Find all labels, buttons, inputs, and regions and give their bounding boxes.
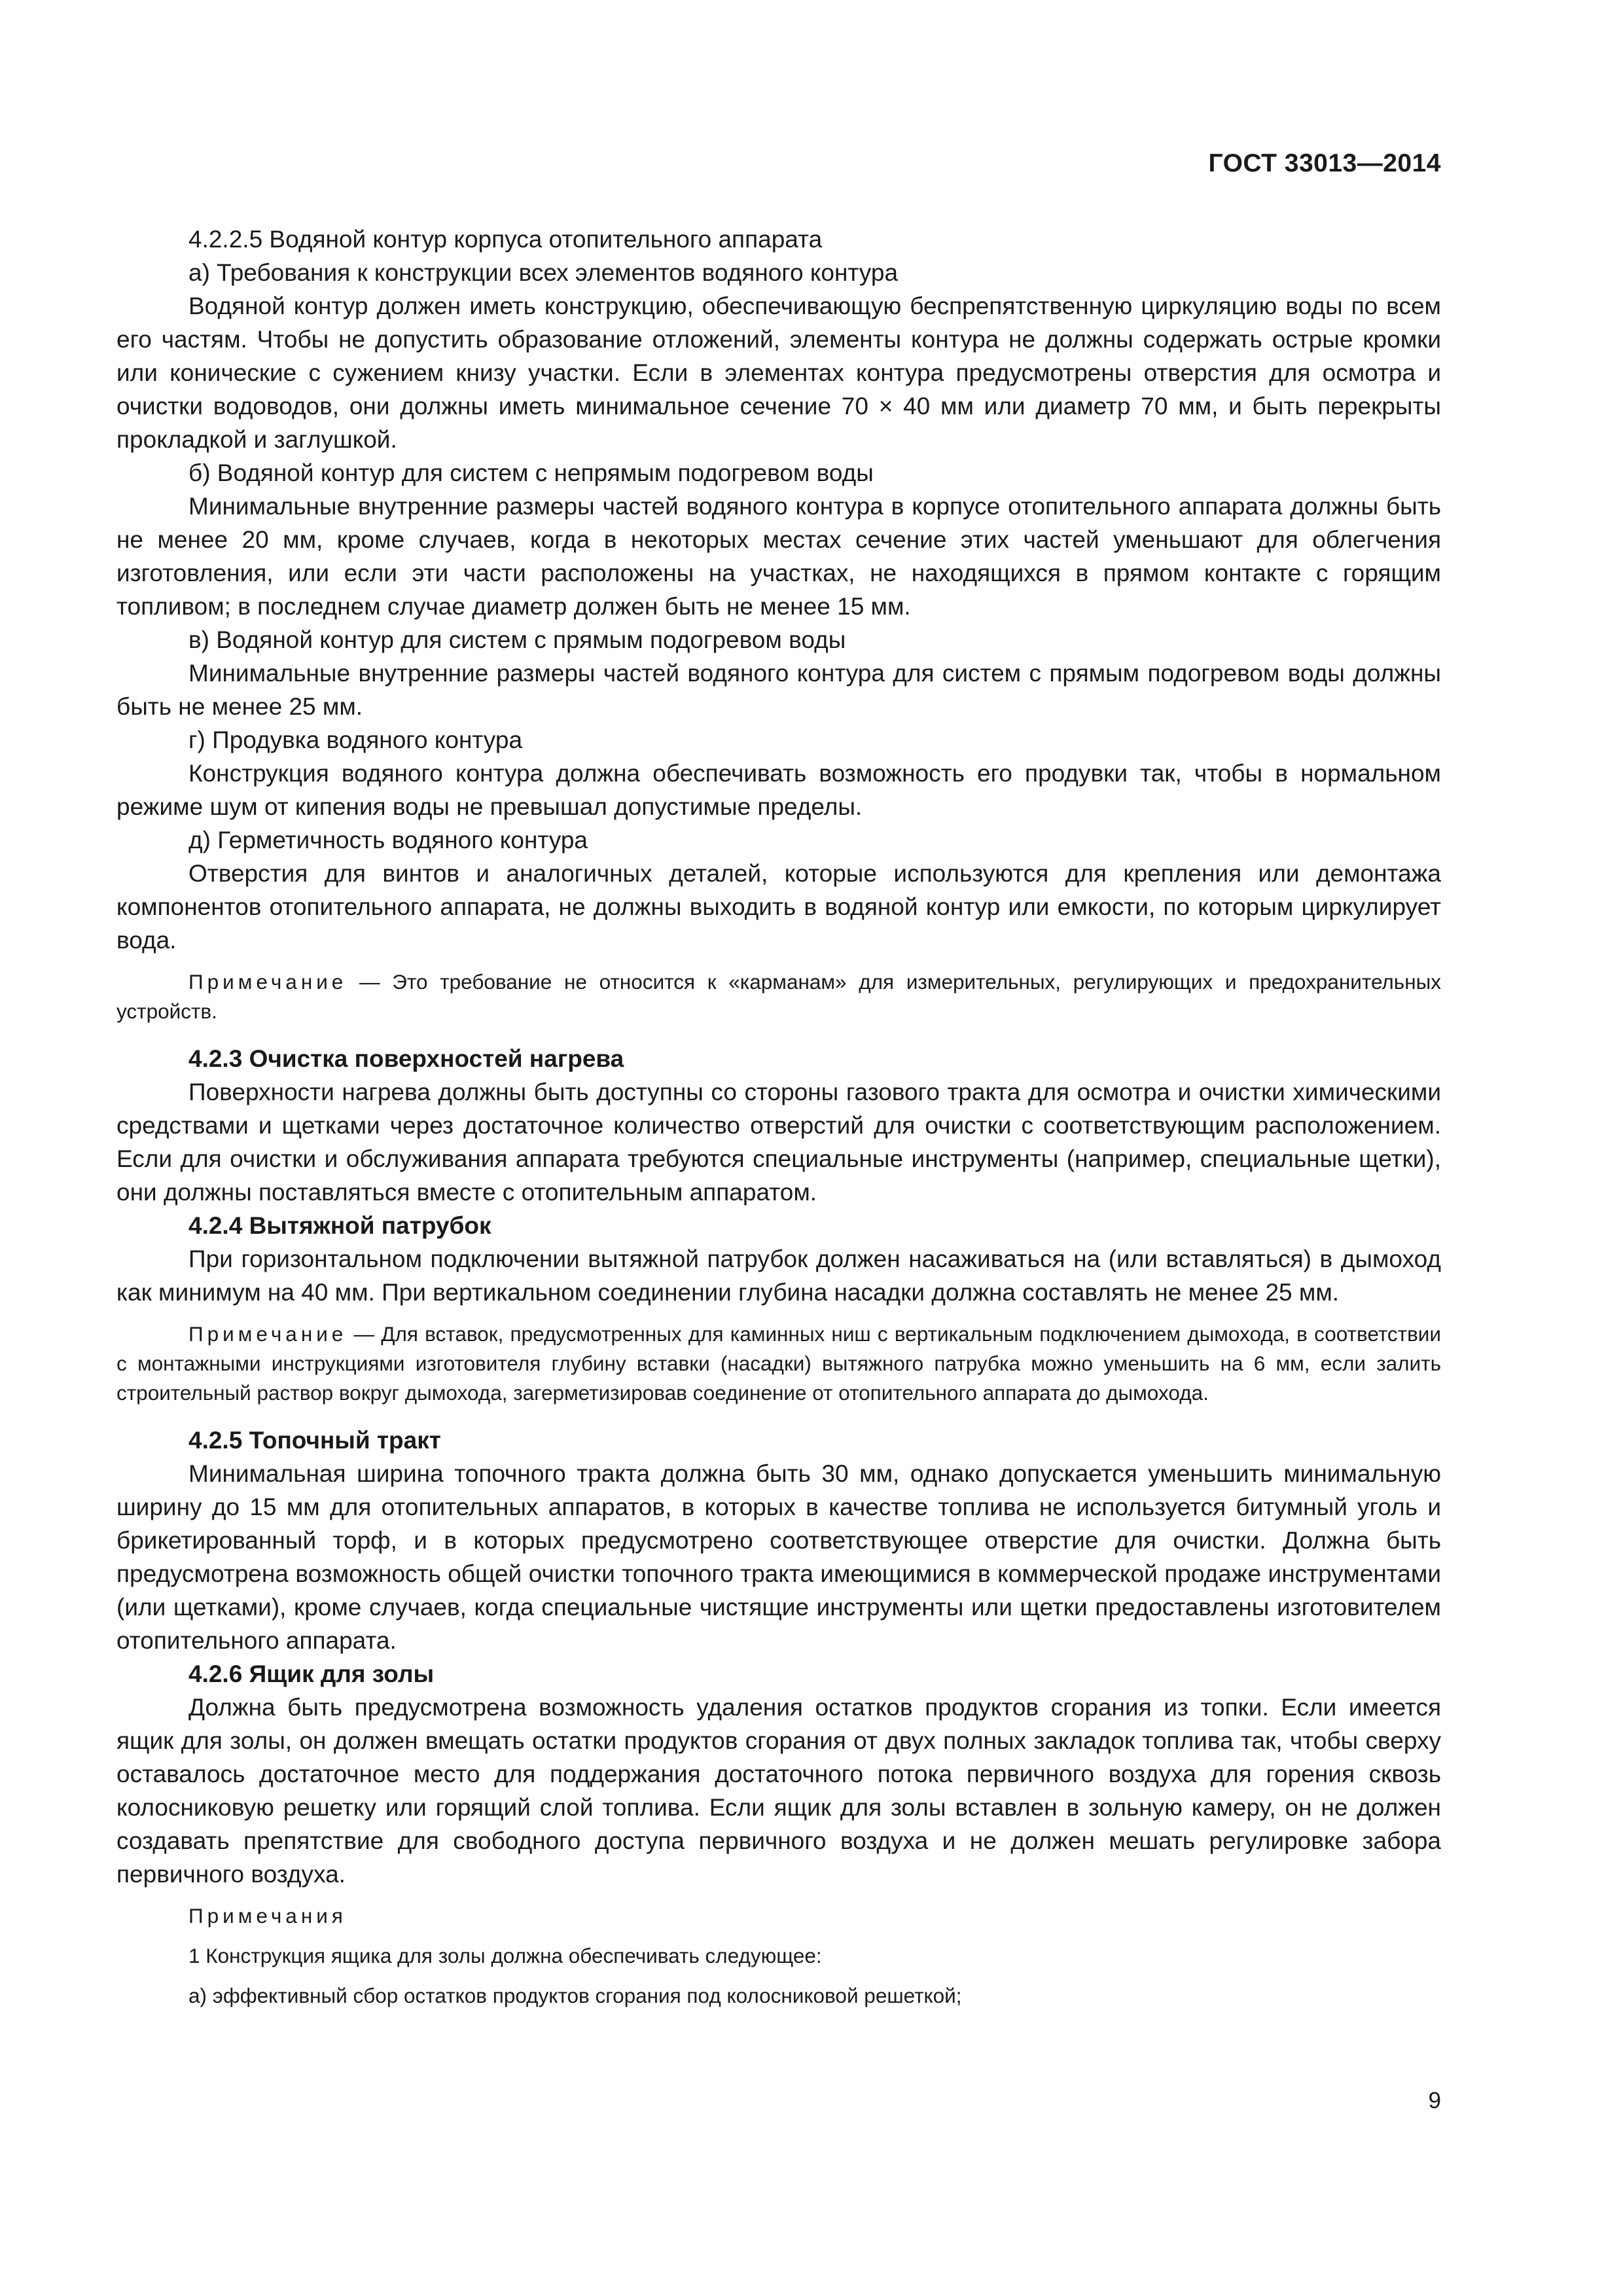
notes-3-item-2: а) эффективный сбор остатков продуктов сгорания под колосниковой решеткой; — [188, 1984, 962, 2007]
page-number: 9 — [1428, 2088, 1441, 2113]
notes-3-item-1: 1 Конструкция ящика для золы должна обеспечивать следующее: — [188, 1944, 822, 1967]
section-423-title: 4.2.3 Очистка поверхностей нагрева — [188, 1045, 624, 1072]
item-a-text: Водяной контур должен иметь конструкцию, обеспечивающую беспрепятственную циркуляцию воды по всем его частям. Чтобы не допустить образование отложений, элементы контура не должны содержать острые кромки или конические с сужением книзу участки. Если в элементах контура предусмотрены отверстия для осмотра и очистки водоводов, они должны иметь минимальное сечение 70 × 40 мм или диаметр 70 мм, и быть перекрыты прокладкой и заглушкой. — [116, 293, 1441, 453]
section-424-text: При горизонтальном подключении вытяжной патрубок должен насаживаться на (или вставляться) в дымоход как минимум на 40 мм. При вертикальном соединении глубина насадки должна составлять не менее 25 мм. — [116, 1246, 1441, 1306]
item-d-title: д) Герметичность водяного контура — [188, 827, 588, 853]
section-424-title: 4.2.4 Вытяжной патрубок — [188, 1212, 491, 1239]
note-1-text: — Это требование не относится к «карманам» для измерительных, регулирующих и предохранительных устройств. — [116, 970, 1441, 1023]
section-425-text: Минимальная ширина топочного тракта должна быть 30 мм, однако допускается уменьшить минимальную ширину до 15 мм для отопительных аппаратов, в которых в качестве топлива не используется битумный уголь и брикетированный торф, и в которых предусмотрено соответствующее отверстие для очистки. Должна быть предусмотрена возможность общей очистки топочного тракта имеющимися в коммерческой продаже инструментами (или щетками), кроме случаев, когда специальные чистящие инструменты или щетки предоставлены изготовителем отопительного аппарата. — [116, 1460, 1441, 1654]
item-g-title: г) Продувка водяного контура — [188, 726, 523, 753]
section-425-title: 4.2.5 Топочный тракт — [188, 1427, 441, 1454]
standard-designation: ГОСТ 33013—2014 — [1208, 149, 1441, 177]
document-body — [116, 223, 1441, 2021]
item-v-text: Минимальные внутренние размеры частей водяного контура для систем с прямым подогревом воды должны быть не менее 25 мм. — [116, 660, 1441, 720]
item-b-title: б) Водяной контур для систем с непрямым подогревом воды — [188, 459, 874, 486]
section-4225-title: 4.2.2.5 Водяной контур корпуса отопительного аппарата — [188, 226, 823, 253]
note-1 — [116, 967, 1441, 1026]
item-b-text: Минимальные внутренние размеры частей водяного контура в корпусе отопительного аппарата должны быть не менее 20 мм, кроме случаев, когда в некоторых местах сечение этих частей уменьшают для облегчения изготовления, или если эти части расположены на участках, не находящихся в прямом контакте с горящим топливом; в последнем случае диаметр должен быть не менее 15 мм. — [116, 493, 1441, 620]
item-d-text: Отверстия для винтов и аналогичных деталей, которые используются для крепления или демонтажа компонентов отопительного аппарата, не должны выходить в водяной контур или емкости, по которым циркулирует вода. — [116, 860, 1441, 954]
notes-3 — [116, 1901, 1441, 2011]
section-426-title: 4.2.6 Ящик для золы — [188, 1660, 435, 1687]
note-2-text: — Для вставок, предусмотренных для каминных ниш с вертикальным подключением дымохода, в соответствии с монтажными инструкциями изготовителя глубину вставки (насадки) вытяжного патрубка можно уменьшить на 6 мм, если залить строительный раствор вокруг дымохода, загерметизировав соединение от отопительного аппарата до дымохода. — [116, 1322, 1441, 1405]
note-1-label: Примечание — [188, 970, 348, 994]
item-v-title: в) Водяной контур для систем с прямым подогревом воды — [188, 626, 846, 653]
note-2-label: Примечание — [188, 1322, 348, 1346]
section-423-text: Поверхности нагрева должны быть доступны со стороны газового тракта для осмотра и очистки химическими средствами и щетками через достаточное количество отверстий для очистки с соответствующим расположением. Если для очистки и обслуживания аппарата требуются специальные инструменты (например, специальные щетки), они должны поставляться вместе с отопительным аппаратом. — [116, 1079, 1441, 1206]
item-a-title: а) Требования к конструкции всех элементов водяного контура — [188, 259, 899, 286]
item-g-text: Конструкция водяного контура должна обеспечивать возможность его продувки так, чтобы в нормальном режиме шум от кипения воды не превышал допустимые пределы. — [116, 760, 1441, 820]
notes-3-label: Примечания — [188, 1904, 347, 1928]
section-426-text: Должна быть предусмотрена возможность удаления остатков продуктов сгорания из топки. Если имеется ящик для золы, он должен вмещать остатки продуктов сгорания от двух полных закладок топлива так, чтобы сверху оставалось достаточное место для поддержания достаточного потока первичного воздуха для горения сквозь колосниковую решетку или горящий слой топлива. Если ящик для золы вставлен в зольную камеру, он не должен создавать препятствие для свободного доступа первичного воздуха и не должен мешать регулировке забора первичного воздуха. — [116, 1694, 1441, 1888]
note-2 — [116, 1319, 1441, 1408]
